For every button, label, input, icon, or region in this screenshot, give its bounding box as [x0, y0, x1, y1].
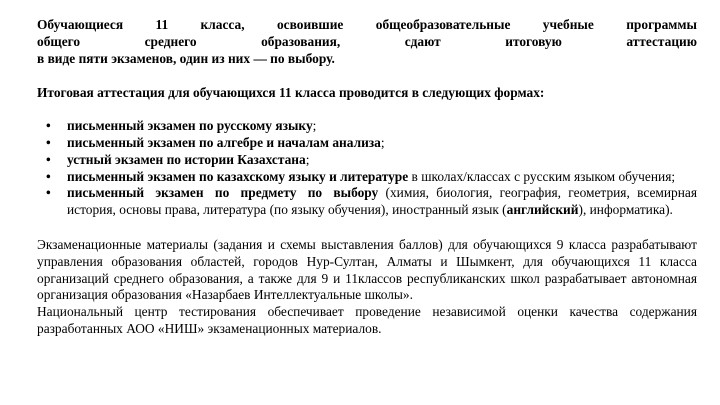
bullet-icon: • — [46, 185, 51, 201]
list-item — [37, 169, 697, 186]
form-rest: ; — [312, 118, 317, 134]
form-name: письменный экзамен по русскому языку — [67, 118, 313, 134]
form-rest-end: ), информатика). — [578, 202, 673, 218]
bullet-icon: • — [46, 134, 51, 150]
intro-line-2: общего среднего образования, сдают итоговую аттестацию — [37, 33, 697, 49]
list-item — [37, 152, 697, 169]
form-name: письменный экзамен по казахскому языку и литературе — [67, 168, 409, 184]
form-rest: в школах/классах с русским языком обучения; — [408, 168, 676, 184]
intro-paragraph — [37, 17, 697, 67]
bullet-icon: • — [46, 118, 51, 134]
form-name: устный экзамен по истории Казахстана — [67, 151, 306, 167]
forms-heading: Итоговая аттестация для обучающихся 11 класса проводится в следующих формах: — [37, 85, 545, 101]
document-page — [37, 17, 697, 338]
form-rest: ; — [305, 151, 310, 167]
form-rest: (химия, биология, география, геометрия, всемирная история, основы права, литература (по языку обучения), иностранный язык ( — [67, 185, 697, 218]
forms-list — [37, 118, 697, 219]
intro-line-3: в виде пяти экзаменов, один из них — по выбору. — [37, 50, 335, 66]
list-item — [37, 118, 697, 135]
bullet-icon: • — [46, 151, 51, 167]
testing-center-paragraph: Национальный центр тестирования обеспечивает проведение независимой оценки качества содержания разработанных АОО «НИШ» экзаменационных материалов. — [37, 304, 697, 336]
form-rest: ; — [380, 134, 385, 150]
list-item — [37, 185, 697, 219]
intro-line-1: Обучающиеся 11 класса, освоившие общеобразовательные учебные программы — [37, 17, 697, 32]
language-name: английский — [506, 202, 579, 218]
bullet-icon: • — [46, 168, 51, 184]
materials-paragraph: Экзаменационные материалы (задания и схемы выставления баллов) для обучающихся 9 класса разрабатывают управления образования областей, городов Нур-Султан, Алматы и Шымкент, для обучающихся 11 класса организаций среднего образования, а также для 9 и 11классов республиканских школ разрабатывает автономная организация образования «Назарбаев Интеллектуальные школы». — [37, 236, 697, 303]
list-item — [37, 135, 697, 152]
form-name: письменный экзамен по алгебре и началам анализа — [67, 134, 381, 150]
form-name: письменный экзамен по предмету по выбору — [67, 185, 379, 201]
